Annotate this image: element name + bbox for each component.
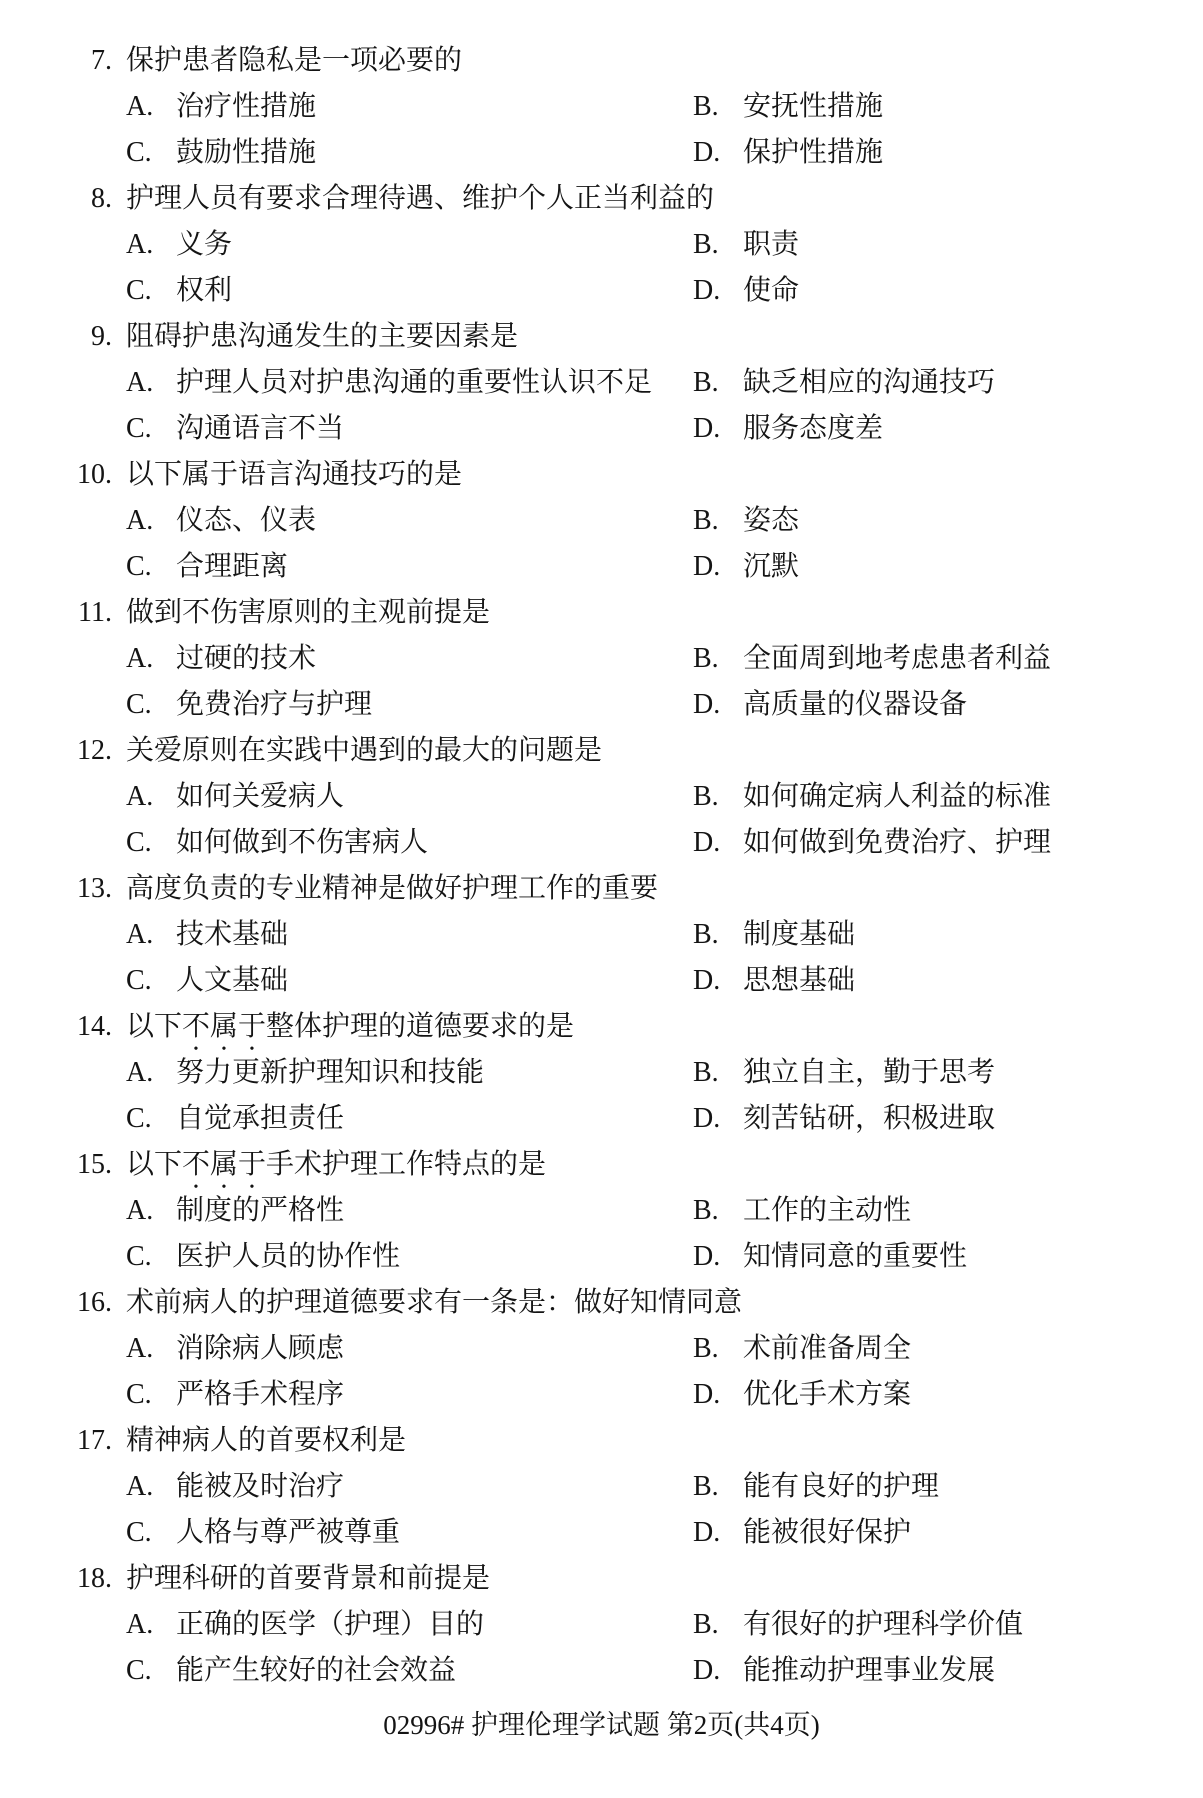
option-a	[126, 1326, 693, 1372]
option-text: 权利	[176, 275, 233, 306]
option-d	[693, 682, 967, 728]
option-letter: C.	[126, 689, 152, 720]
option-letter: A.	[126, 367, 154, 398]
option-b	[693, 498, 799, 544]
option-text: 能有良好的护理	[743, 1471, 940, 1502]
option-c	[126, 1096, 693, 1142]
option-letter: B.	[693, 1333, 719, 1364]
question-number: 14.	[77, 1011, 112, 1042]
option-a	[126, 1188, 693, 1234]
option-text: 能被及时治疗	[176, 1471, 345, 1502]
option-text: 仪态、仪表	[176, 505, 317, 536]
stem-text: 手术护理工作特点的是	[266, 1149, 547, 1180]
option-letter: D.	[693, 1517, 721, 1548]
option-a	[126, 360, 693, 406]
option-text: 合理距离	[176, 551, 289, 582]
question-number: 12.	[77, 735, 112, 766]
option-d	[693, 1372, 911, 1418]
option-text: 有很好的护理科学价值	[743, 1609, 1024, 1640]
option-text: 保护性措施	[743, 137, 884, 168]
option-text: 鼓励性措施	[176, 137, 317, 168]
option-letter: B.	[693, 919, 719, 950]
question-15	[40, 1142, 1203, 1280]
option-letter: A.	[126, 229, 154, 260]
option-text: 工作的主动性	[743, 1195, 912, 1226]
option-letter: C.	[126, 827, 152, 858]
option-b	[693, 222, 799, 268]
option-letter: D.	[693, 413, 721, 444]
option-c	[126, 268, 693, 314]
option-text: 能被很好保护	[743, 1517, 912, 1548]
option-b	[693, 1050, 995, 1096]
option-letter: A.	[126, 505, 154, 536]
option-a	[126, 912, 693, 958]
question-9	[40, 314, 1203, 452]
option-text: 思想基础	[743, 965, 856, 996]
question-stem: 精神病人的首要权利是	[126, 1425, 407, 1456]
stem-text: 以下	[126, 1149, 183, 1180]
option-text: 如何做到免费治疗、护理	[743, 827, 1052, 858]
option-c	[126, 406, 693, 452]
option-letter: A.	[126, 643, 154, 674]
option-letter: D.	[693, 551, 721, 582]
question-number: 11.	[78, 597, 112, 628]
question-stem: 以下属于语言沟通技巧的是	[126, 459, 463, 490]
option-c	[126, 544, 693, 590]
option-d	[693, 130, 883, 176]
option-text: 制度基础	[743, 919, 856, 950]
option-a	[126, 1464, 693, 1510]
question-number: 8.	[91, 183, 112, 214]
question-number: 7.	[91, 45, 112, 76]
option-text: 护理人员对护患沟通的重要性认识不足	[176, 367, 653, 398]
option-text: 消除病人顾虑	[176, 1333, 345, 1364]
option-b	[693, 84, 883, 130]
option-d	[693, 958, 855, 1004]
option-text: 优化手术方案	[743, 1379, 912, 1410]
question-18	[40, 1556, 1203, 1694]
stem-emphasis: 不属于	[182, 1149, 267, 1180]
question-number: 15.	[77, 1149, 112, 1180]
page-footer: 02996# 护理伦理学试题 第2页(共4页)	[383, 1710, 820, 1740]
question-number: 18.	[77, 1563, 112, 1594]
option-letter: B.	[693, 781, 719, 812]
option-letter: B.	[693, 643, 719, 674]
option-letter: C.	[126, 551, 152, 582]
option-text: 高质量的仪器设备	[743, 689, 968, 720]
question-number: 16.	[77, 1287, 112, 1318]
question-stem: 护理科研的首要背景和前提是	[126, 1563, 491, 1594]
option-letter: D.	[693, 275, 721, 306]
option-letter: A.	[126, 1057, 154, 1088]
question-10	[40, 452, 1203, 590]
option-letter: A.	[126, 1195, 154, 1226]
option-text: 医护人员的协作性	[176, 1241, 401, 1272]
question-8	[40, 176, 1203, 314]
option-letter: B.	[693, 1471, 719, 1502]
option-text: 术前准备周全	[743, 1333, 912, 1364]
question-stem: 做到不伤害原则的主观前提是	[126, 597, 491, 628]
option-text: 安抚性措施	[743, 91, 884, 122]
option-text: 缺乏相应的沟通技巧	[743, 367, 996, 398]
option-letter: A.	[126, 1609, 154, 1640]
option-d	[693, 1648, 995, 1694]
option-letter: C.	[126, 1517, 152, 1548]
option-text: 义务	[176, 229, 233, 260]
question-7	[40, 38, 1203, 176]
option-letter: A.	[126, 1333, 154, 1364]
option-d	[693, 268, 799, 314]
option-d	[693, 1510, 911, 1556]
option-text: 如何关爱病人	[176, 781, 345, 812]
option-a	[126, 222, 693, 268]
option-text: 如何做到不伤害病人	[176, 827, 429, 858]
question-number: 13.	[77, 873, 112, 904]
option-d	[693, 406, 883, 452]
option-b	[693, 636, 1051, 682]
option-letter: C.	[126, 1103, 152, 1134]
option-text: 沉默	[743, 551, 800, 582]
option-c	[126, 1372, 693, 1418]
option-text: 人文基础	[176, 965, 289, 996]
option-b	[693, 1602, 1023, 1648]
option-letter: C.	[126, 1241, 152, 1272]
option-letter: D.	[693, 827, 721, 858]
option-c	[126, 1234, 693, 1280]
option-text: 刻苦钻研，积极进取	[743, 1103, 996, 1134]
question-13	[40, 866, 1203, 1004]
question-11	[40, 590, 1203, 728]
question-stem	[126, 1011, 574, 1042]
option-d	[693, 1096, 995, 1142]
option-letter: A.	[126, 781, 154, 812]
option-text: 正确的医学（护理）目的	[176, 1609, 485, 1640]
option-text: 全面周到地考虑患者利益	[743, 643, 1052, 674]
question-12	[40, 728, 1203, 866]
option-text: 能推动护理事业发展	[743, 1655, 996, 1686]
option-c	[126, 1510, 693, 1556]
option-text: 免费治疗与护理	[176, 689, 373, 720]
option-text: 姿态	[743, 505, 800, 536]
question-17	[40, 1418, 1203, 1556]
option-letter: B.	[693, 505, 719, 536]
option-text: 知情同意的重要性	[743, 1241, 968, 1272]
option-text: 努力更新护理知识和技能	[176, 1057, 485, 1088]
option-c	[126, 958, 693, 1004]
question-16	[40, 1280, 1203, 1418]
question-stem	[126, 1149, 546, 1180]
option-letter: B.	[693, 229, 719, 260]
option-a	[126, 1050, 693, 1096]
option-text: 如何确定病人利益的标准	[743, 781, 1052, 812]
option-letter: A.	[126, 1471, 154, 1502]
option-text: 制度的严格性	[176, 1195, 345, 1226]
option-text: 过硬的技术	[176, 643, 317, 674]
question-stem: 阻碍护患沟通发生的主要因素是	[126, 321, 519, 352]
option-d	[693, 544, 799, 590]
stem-emphasis: 不属于	[182, 1011, 267, 1042]
option-b	[693, 1326, 911, 1372]
option-letter: D.	[693, 1655, 721, 1686]
option-d	[693, 820, 1051, 866]
option-letter: C.	[126, 1655, 152, 1686]
option-text: 严格手术程序	[176, 1379, 345, 1410]
option-a	[126, 774, 693, 820]
option-b	[693, 1464, 939, 1510]
stem-text: 整体护理的道德要求的是	[266, 1011, 575, 1042]
question-number: 9.	[91, 321, 112, 352]
question-number: 10.	[77, 459, 112, 490]
option-text: 治疗性措施	[176, 91, 317, 122]
option-letter: B.	[693, 1609, 719, 1640]
option-a	[126, 498, 693, 544]
question-stem: 保护患者隐私是一项必要的	[126, 45, 463, 76]
option-letter: A.	[126, 91, 154, 122]
questions-list	[0, 38, 1203, 1694]
option-b	[693, 360, 995, 406]
option-a	[126, 84, 693, 130]
option-letter: C.	[126, 413, 152, 444]
question-stem: 术前病人的护理道德要求有一条是：做好知情同意	[126, 1287, 743, 1318]
option-letter: C.	[126, 965, 152, 996]
option-c	[126, 130, 693, 176]
option-a	[126, 1602, 693, 1648]
option-letter: D.	[693, 965, 721, 996]
option-letter: C.	[126, 275, 152, 306]
option-letter: B.	[693, 91, 719, 122]
option-text: 职责	[743, 229, 800, 260]
option-d	[693, 1234, 967, 1280]
option-a	[126, 636, 693, 682]
option-b	[693, 1188, 911, 1234]
option-text: 人格与尊严被尊重	[176, 1517, 401, 1548]
option-letter: D.	[693, 1379, 721, 1410]
option-c	[126, 682, 693, 728]
option-b	[693, 912, 855, 958]
option-letter: D.	[693, 137, 721, 168]
option-text: 独立自主，勤于思考	[743, 1057, 996, 1088]
option-text: 技术基础	[176, 919, 289, 950]
option-b	[693, 774, 1051, 820]
option-letter: D.	[693, 1103, 721, 1134]
option-letter: C.	[126, 137, 152, 168]
option-c	[126, 1648, 693, 1694]
option-text: 沟通语言不当	[176, 413, 345, 444]
question-stem: 护理人员有要求合理待遇、维护个人正当利益的	[126, 183, 715, 214]
option-letter: D.	[693, 1241, 721, 1272]
option-letter: D.	[693, 689, 721, 720]
option-text: 使命	[743, 275, 800, 306]
option-letter: B.	[693, 367, 719, 398]
question-number: 17.	[77, 1425, 112, 1456]
option-letter: B.	[693, 1195, 719, 1226]
option-text: 自觉承担责任	[176, 1103, 345, 1134]
option-text: 能产生较好的社会效益	[176, 1655, 457, 1686]
option-c	[126, 820, 693, 866]
option-letter: C.	[126, 1379, 152, 1410]
question-stem: 关爱原则在实践中遇到的最大的问题是	[126, 735, 603, 766]
question-stem: 高度负责的专业精神是做好护理工作的重要	[126, 873, 659, 904]
stem-text: 以下	[126, 1011, 183, 1042]
option-letter: B.	[693, 1057, 719, 1088]
option-letter: A.	[126, 919, 154, 950]
question-14	[40, 1004, 1203, 1142]
option-text: 服务态度差	[743, 413, 884, 444]
